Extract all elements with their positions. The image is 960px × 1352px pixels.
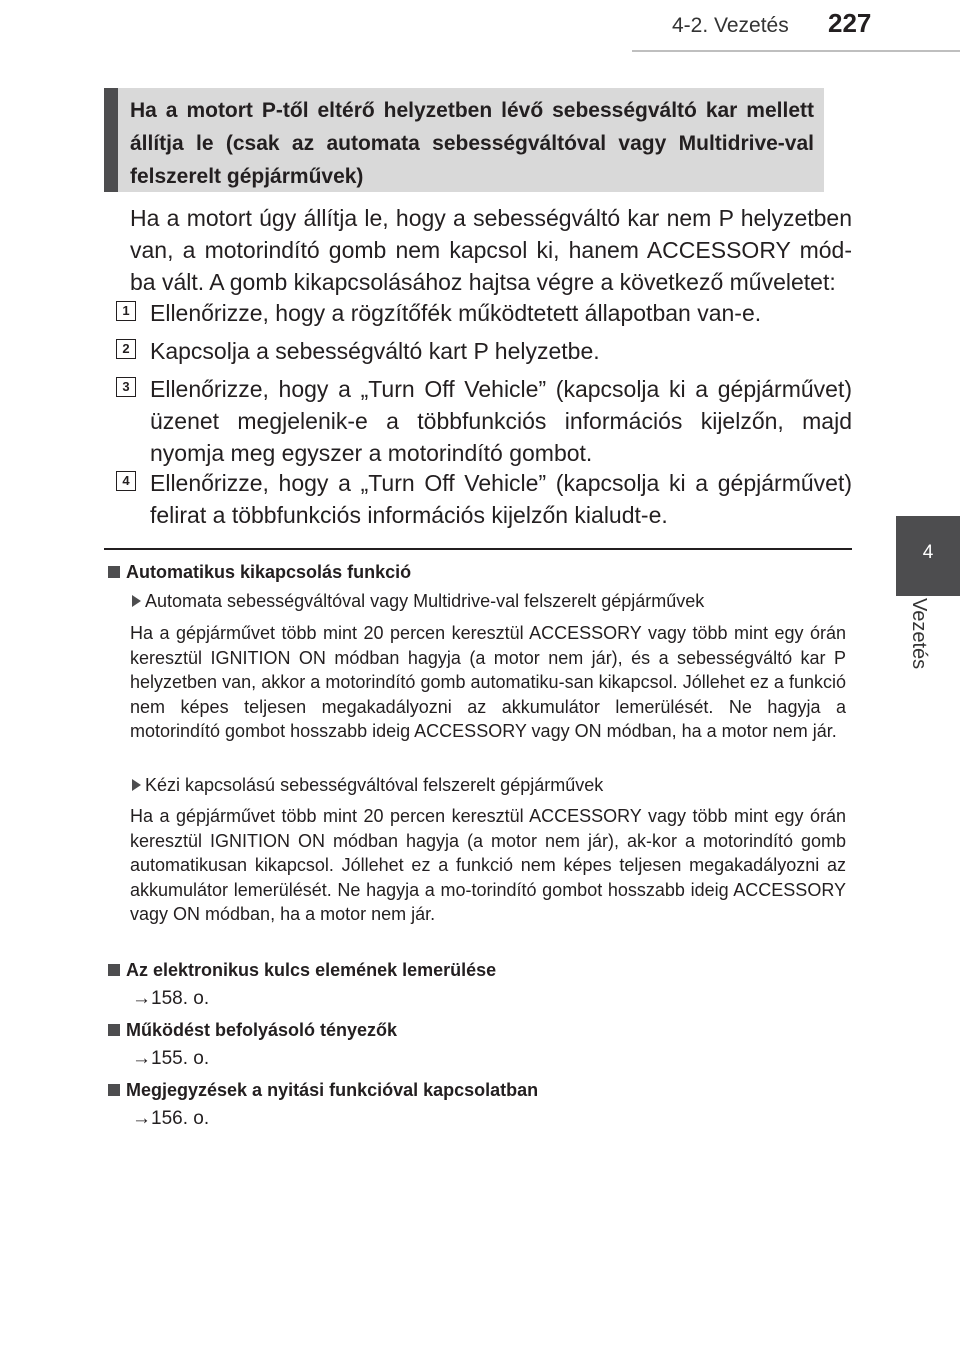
step-number: 1 [116, 301, 136, 321]
header-section-title: 4-2. Vezetés [672, 14, 789, 37]
square-bullet-icon [108, 964, 120, 976]
step-text: Ellenőrizze, hogy a „Turn Off Vehicle” (kapcsolja ki a gépjárművet) üzenet megjelenik-e a többfunkciós információs kijelzőn, majd nyomja meg egyszer a motorindító gombot. [150, 376, 852, 466]
step-text: Ellenőrizze, hogy a „Turn Off Vehicle” (kapcsolja ki a gépjárművet) felirat a többfunkciós információs kijelzőn kialudt-e. [150, 470, 852, 528]
subheading-manual: Kézi kapcsolású sebességváltóval felszerelt gépjárművek [132, 773, 603, 797]
intro-paragraph: Ha a motort úgy állítja le, hogy a sebességváltó kar nem P helyzetben van, a motorindító gomb nem kapcsol ki, hanem ACCESSORY mód-ba vált. A gomb kikapcsolásához hajtsa végre a következő műveletet: [130, 205, 852, 295]
page-reference-link[interactable]: →158. o. [132, 988, 210, 1009]
square-bullet-icon [108, 1024, 120, 1036]
section-heading-key-battery: Az elektronikus kulcs elemének lemerülése [108, 958, 496, 982]
step-text: Kapcsolja a sebességváltó kart P helyzetbe. [150, 338, 600, 364]
page-reference-link[interactable]: →156. o. [132, 1108, 210, 1129]
section-heading-factors: Működést befolyásoló tényezők [108, 1018, 397, 1042]
chapter-title: Vezetés [908, 598, 930, 670]
subheading-automatic: Automata sebességváltóval vagy Multidrive-val felszerelt gépjárművek [132, 589, 704, 613]
step-number: 2 [116, 339, 136, 359]
step-text: Ellenőrizze, hogy a rögzítőfék működtetett állapotban van-e. [150, 300, 762, 326]
page-reference-link[interactable]: →155. o. [132, 1048, 210, 1069]
square-bullet-icon [108, 1084, 120, 1096]
chapter-tab [896, 516, 960, 596]
header-rule [632, 50, 960, 52]
triangle-bullet-icon [132, 595, 141, 607]
paragraph-automatic: Ha a gépjárművet több mint 20 percen keresztül ACCESSORY vagy több mint egy órán keresztül IGNITION ON módban hagyja (a motor nem jár), és a sebességváltó kar P helyzetben van, akkor a motorindító gomb automatiku-san kikapcsol. Jóllehet ez a funkció nem képes teljesen megakadályozni az akkumulátor lemerülését. Ne hagyja a motorindító gombot hosszabb ideig ACCESSORY vagy ON módban, ha a motor nem jár. [130, 623, 846, 741]
square-bullet-icon [108, 566, 120, 578]
section-divider [104, 548, 852, 550]
chapter-number: 4 [922, 542, 934, 563]
section-heading-auto-off: Automatikus kikapcsolás funkció [108, 560, 411, 584]
triangle-bullet-icon [132, 779, 141, 791]
section-heading-notes: Megjegyzések a nyitási funkcióval kapcsolatban [108, 1078, 538, 1102]
step-number: 4 [116, 471, 136, 491]
step-number: 3 [116, 377, 136, 397]
page-number: 227 [828, 8, 872, 38]
paragraph-manual: Ha a gépjárművet több mint 20 percen keresztül ACCESSORY vagy több mint egy órán keresztül IGNITION ON módban hagyja (a motor nem jár), ak-kor a motorindító gomb automatikusan kikapcsol. Jóllehet ez a funkció nem képes teljesen megakadályozni az akkumulátor lemerülését. Ne hagyja a mo-torindító gombot hosszabb ideig ACCESSORY vagy ON módban, ha a motor nem jár. [130, 806, 846, 924]
section-title-box: Ha a motort P-től eltérő helyzetben lévő sebességváltó kar mellett állítja le (csak az automata sebességváltóval vagy Multidrive-val felszerelt gépjárművek) [104, 88, 824, 192]
